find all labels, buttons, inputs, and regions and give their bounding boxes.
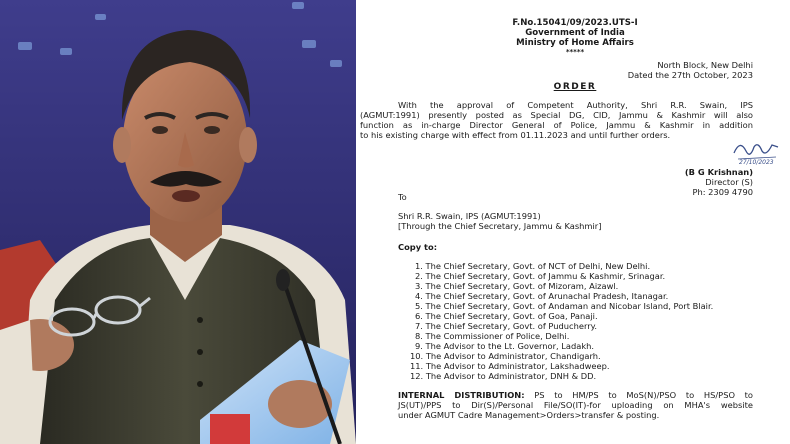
list-item: 11. The Advisor to Administrator, Lakshadweep. <box>410 361 610 371</box>
list-item: 2. The Chief Secretary, Govt. of Jammu & Kashmir, Srinagar. <box>415 271 666 281</box>
list-item: 1. The Chief Secretary, Govt. of NCT of Delhi, New Delhi. <box>415 261 651 271</box>
place: North Block, New Delhi <box>657 60 753 70</box>
body-line: to his existing charge with effect from 01.11.2023 and until further orders. <box>360 130 671 140</box>
to-label: To <box>398 192 407 202</box>
header-stars: ***** <box>565 48 585 56</box>
list-item: 12. The Advisor to Administrator, DNH & DD. <box>410 371 597 381</box>
internal-line-text: PS to HM/PS to MoS(N)/PSO to HS/PSO to <box>534 390 754 400</box>
body-line: (AGMUT:1991) presently posted as Special DG, CID, Jammu & Kashmir will also <box>360 110 753 120</box>
government-order-document <box>360 0 790 444</box>
signatory-phone: Ph: 2309 4790 <box>692 187 753 197</box>
addressee: Shri R.R. Swain, IPS (AGMUT:1991) <box>398 211 541 221</box>
list-item: 5. The Chief Secretary, Govt. of Andaman and Nicobar Island, Port Blair. <box>415 301 714 311</box>
list-item: 6. The Chief Secretary, Govt. of Goa, Panaji. <box>415 311 598 321</box>
list-item: 9. The Advisor to the Lt. Governor, Ladakh. <box>415 341 595 351</box>
list-item: 7. The Chief Secretary, Govt. of Puducherry. <box>415 321 598 331</box>
order-date: Dated the 27th October, 2023 <box>627 70 753 80</box>
signature-date: 27/10/2023 <box>739 159 774 166</box>
list-item: 10. The Advisor to Administrator, Chandigarh. <box>410 351 601 361</box>
internal-distribution-label: INTERNAL DISTRIBUTION: <box>398 390 525 400</box>
internal-line-1 <box>398 390 753 400</box>
ministry-name: Ministry of Home Affairs <box>516 38 634 48</box>
internal-line-3: under AGMUT Cadre Management>Orders>transfer & posting. <box>398 410 660 420</box>
government-name: Government of India <box>525 28 625 38</box>
list-item: 8. The Commissioner of Police, Delhi. <box>415 331 570 341</box>
sleeve <box>0 320 36 444</box>
addressee-via: [Through the Chief Secretary, Jammu & Kashmir] <box>398 221 602 231</box>
signatory-title: Director (S) <box>705 177 753 187</box>
copy-to-label: Copy to: <box>398 242 438 252</box>
left-ear <box>113 127 131 163</box>
photo-illustration <box>0 0 356 444</box>
list-item: 4. The Chief Secretary, Govt. of Arunachal Pradesh, Itanagar. <box>415 291 669 301</box>
order-title: ORDER <box>553 82 597 92</box>
list-item: 3. The Chief Secretary, Govt. of Mizoram, Aizawl. <box>415 281 619 291</box>
right-ear <box>239 127 257 163</box>
body-line: With the approval of Competent Authority, Shri R.R. Swain, IPS <box>398 100 753 110</box>
official-photo <box>0 0 356 444</box>
mic-cover <box>210 414 250 444</box>
mouth <box>172 190 200 202</box>
signatory-name: (B G Krishnan) <box>684 167 753 177</box>
file-number: F.No.15041/09/2023.UTS-I <box>512 18 638 28</box>
body-line: function as in-charge Director General of Police, Jammu & Kashmir in addition <box>360 120 753 130</box>
internal-line-2: JS(UT)/PPS to Dir(S)/Personal File/SO(IT)-for uploading on MHA's website <box>398 400 753 410</box>
